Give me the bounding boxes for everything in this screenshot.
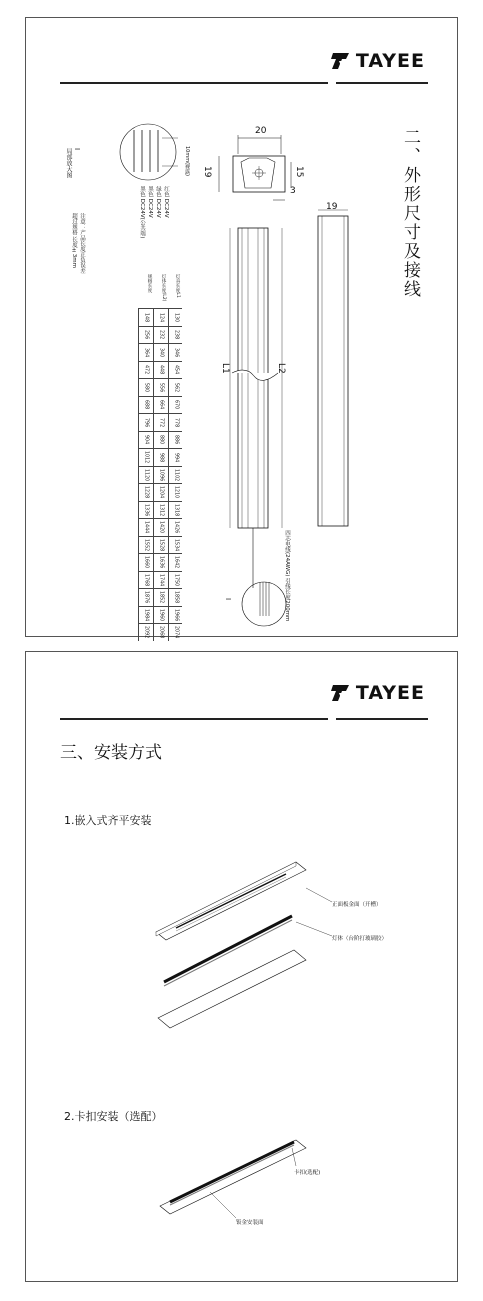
table-cell: 886 [168,432,183,449]
table-row [138,518,182,536]
brand-logo [329,50,425,72]
wire-color-1: 红色 DC24V [163,186,169,218]
label-front-panel: 正面板金面（开槽） [332,902,382,908]
table-row [138,536,182,554]
dim-L2: L2 [276,363,286,374]
recessed-install-diagram [146,852,426,1042]
table-cell: 472 [138,362,153,379]
profile-side-view [314,208,354,538]
table-cell: 238 [168,327,183,344]
note-2: 超过规格 长度±3mm [71,213,77,268]
table-row [138,378,182,396]
dim-15: 15 [294,166,304,178]
table-cell: 688 [138,397,153,414]
table-cell: 580 [138,379,153,396]
table-head-1: 规格长度 [147,274,152,293]
section-title-dimensions: 二、外形尺寸及接线 [400,128,420,299]
table-row [138,553,182,571]
table-cell: 1444 [138,519,153,536]
table-cell: 346 [168,344,183,361]
table-row-header [138,274,182,308]
table-cell: 364 [138,344,153,361]
table-row [138,361,182,379]
label-clip: 卡扣(选配) [294,1170,321,1176]
table-cell: 994 [168,449,183,466]
installation-page-2 [25,651,458,1282]
table-cell: 2074 [168,624,183,641]
brand-logo-2 [329,682,425,704]
table-cell: 1852 [153,589,168,606]
table-cell: 988 [153,449,168,466]
table-cell: 1534 [168,537,183,554]
detail-marker-top: I [73,148,81,151]
dim-side-width: 19 [326,202,338,212]
table-body [138,308,182,641]
header-rule-right [336,82,428,84]
table-head-3: 灯具长度L1 [175,274,180,298]
tayee-logo-icon [329,683,351,703]
table-cell: 1966 [168,607,183,624]
table-cell: 1426 [168,519,183,536]
table-row [138,606,182,624]
table-cell: 1552 [138,537,153,554]
dim-width-top: 20 [255,126,267,136]
dim-L1: L1 [220,363,230,374]
section-title-installation: 三、安装方式 [60,743,162,763]
table-cell: 1228 [138,484,153,501]
detail-caption: 局部放大图 [65,148,72,178]
table-row [138,343,182,361]
label-light-body: 灯体（台阶打玻璃胶） [332,936,388,942]
table-cell: 1420 [153,519,168,536]
table-cell: 670 [168,397,183,414]
drawing-page-1 [25,17,458,637]
table-cell: 778 [168,414,183,431]
table-cell: 1750 [168,572,183,589]
wire-color-4: 黑色 DC24V(公共端) [139,186,145,239]
table-cell: 1012 [138,449,153,466]
table-cell: 1312 [153,502,168,519]
wire-length-label: 四芯电线(24AWG) 引线长度200mm [284,530,290,622]
table-cell: 124 [153,309,168,326]
header-rule-right [336,718,428,720]
wire-color-2: 绿色 DC24V [155,186,161,218]
table-cell: 454 [168,362,183,379]
table-cell: 130 [168,309,183,326]
header-rule-left [60,82,328,84]
table-cell: 232 [153,327,168,344]
method-1-title: 1.嵌入式齐平安装 [64,814,152,827]
table-cell: 1096 [153,467,168,484]
dimension-table [138,274,182,641]
table-row [138,431,182,449]
table-cell: 796 [138,414,153,431]
table-row [138,396,182,414]
table-cell: 772 [153,414,168,431]
dim-3: 3 [290,186,296,196]
table-row [138,466,182,484]
table-cell: 1336 [138,502,153,519]
table-row [138,448,182,466]
table-cell: 2092 [138,624,153,641]
table-cell: 2068 [153,624,168,641]
wire-color-3: 黑色 DC24V [147,186,153,218]
table-cell: 1768 [138,572,153,589]
detail-magnified [112,116,192,186]
table-cell: 148 [138,309,153,326]
table-row [138,326,182,344]
table-cell: 1660 [138,554,153,571]
table-cell: 1120 [138,467,153,484]
table-cell: 1876 [138,589,153,606]
table-row [138,588,182,606]
table-cell: 904 [138,432,153,449]
table-row [138,308,182,326]
table-row [138,623,182,641]
table-cell: 1204 [153,484,168,501]
table-cell: 1960 [153,607,168,624]
label-mounting-surface: 钣金安装面 [236,1220,264,1226]
table-row [138,483,182,501]
table-cell: 448 [153,362,168,379]
detail-circle-bottom [236,578,296,638]
table-cell: 556 [153,379,168,396]
table-cell: 1636 [153,554,168,571]
table-cell: 1984 [138,607,153,624]
header-rule-left [60,718,328,720]
table-head-2: 灯体长度(L2) [161,274,166,302]
table-cell: 1318 [168,502,183,519]
table-cell: 1642 [168,554,183,571]
table-cell: 1528 [153,537,168,554]
table-row [138,571,182,589]
table-cell: 1102 [168,467,183,484]
table-row [138,413,182,431]
profile-front-view [226,208,306,538]
table-cell: 562 [168,379,183,396]
note-1: 注意：产品长度正负误差 [79,213,85,274]
table-cell: 1210 [168,484,183,501]
table-cell: 664 [153,397,168,414]
table-row [138,501,182,519]
table-cell: 340 [153,344,168,361]
method-2-title: 2.卡扣安装（选配） [64,1110,163,1123]
table-cell: 1858 [168,589,183,606]
table-cell: 1744 [153,572,168,589]
table-cell: 880 [153,432,168,449]
table-cell: 256 [138,327,153,344]
brand-name: TAYEE [355,682,425,704]
detail-dim-label: 10mm(裸露) [184,146,190,177]
tayee-logo-icon [329,51,351,71]
brand-name: TAYEE [355,50,425,72]
dim-height-side: 19 [202,166,212,178]
detail-marker-bottom: I [224,598,232,601]
